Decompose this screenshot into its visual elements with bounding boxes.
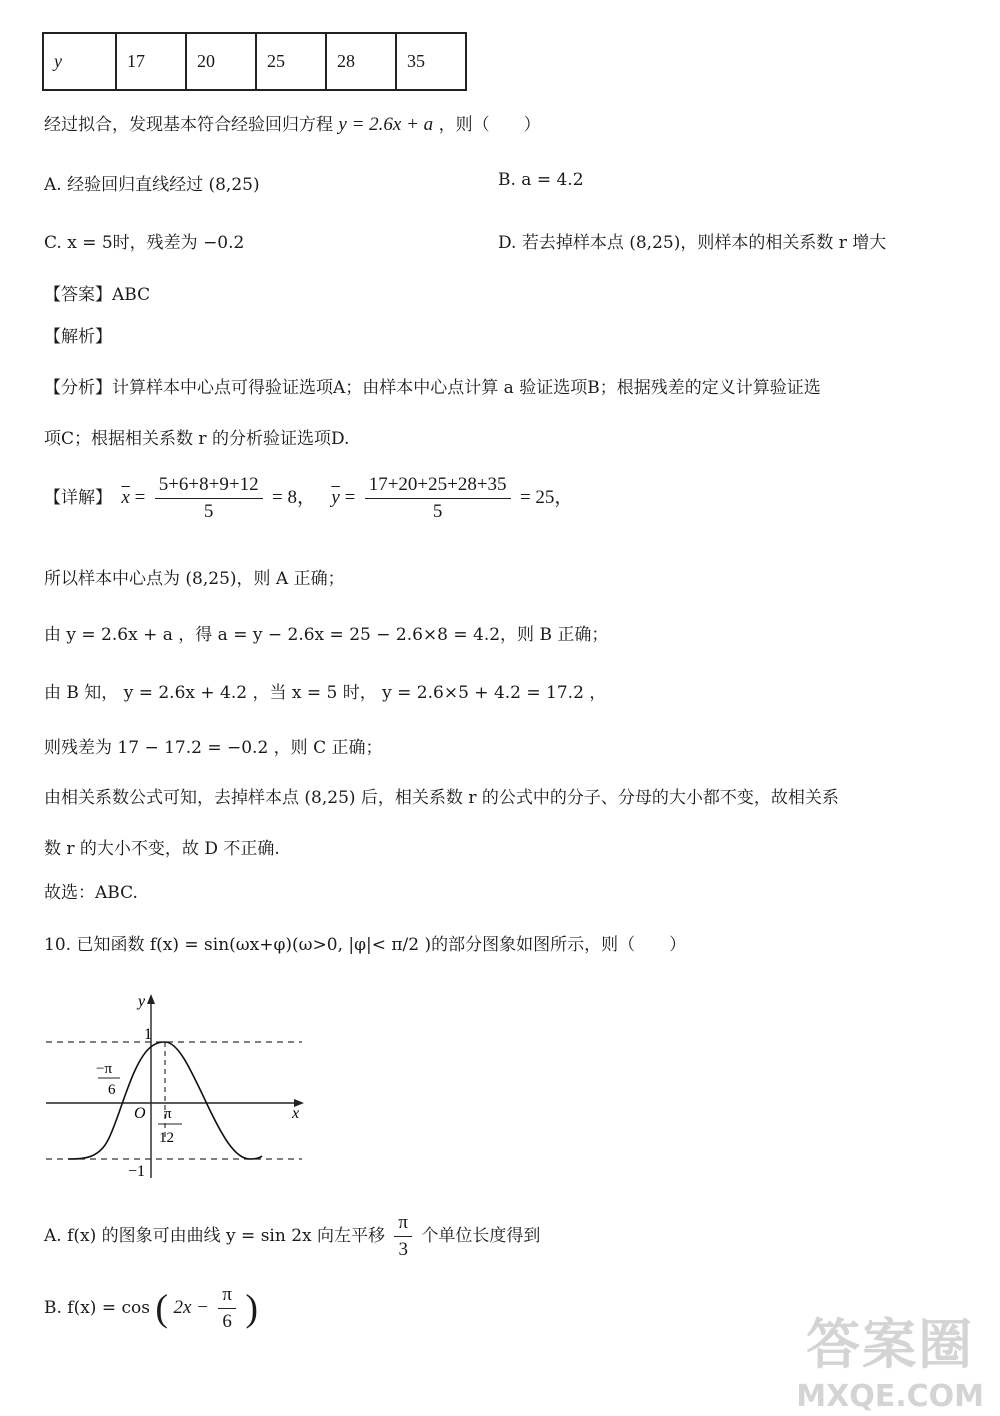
question-10-stem: 10. 已知函数 f(x) = sin(ωx+φ)(ω>0, |φ|< π/2 )的部分图象如图所示，则（ ） bbox=[44, 935, 687, 955]
solution-line-3: 由 B 知， y = 2.6x + 4.2 ，当 x = 5 时， y = 2.6×5 + 4.2 = 17.2 ， bbox=[44, 683, 607, 703]
one-label: 1 bbox=[144, 1026, 152, 1043]
answer: 【答案】ABC bbox=[44, 285, 151, 305]
analysis-line-2: 项C；根据相关系数 r 的分析验证选项D. bbox=[44, 429, 350, 449]
table-cell: 35 bbox=[396, 33, 466, 90]
option-a: A. 经验回归直线经过 (8,25) bbox=[44, 175, 260, 195]
y-axis-arrow bbox=[147, 994, 155, 1004]
analysis-title: 【解析】 bbox=[44, 327, 112, 347]
solution-line-7: 故选：ABC. bbox=[44, 883, 138, 903]
solution-line-5: 由相关系数公式可知，去掉样本点 (8,25) 后，相关系数 r 的公式中的分子、分母的大小都不变，故相关系 bbox=[44, 788, 839, 808]
ybar-fraction: $\frac{17+20+25+28+35}{5}$ bbox=[365, 474, 511, 523]
sine-graph bbox=[40, 990, 310, 1185]
neg-pi-den: 6 bbox=[108, 1082, 116, 1098]
q10-option-b: B. f(x) = cos ( 2x − $\frac{\pi}{6}$ ) bbox=[44, 1284, 259, 1332]
table-header-cell: y bbox=[43, 33, 116, 90]
table-cell: 20 bbox=[186, 33, 256, 90]
solution-line-4: 则残差为 17 − 17.2 = −0.2 ，则 C 正确； bbox=[44, 738, 383, 758]
question-stem: 经过拟合，发现基本符合经验回归方程 y = 2.6x + a ，则（ ） bbox=[44, 114, 541, 135]
data-table bbox=[42, 32, 467, 91]
option-c: C. x = 5时，残差为 −0.2 bbox=[44, 233, 245, 253]
solution-line-1: 所以样本中心点为 (8,25)，则 A 正确； bbox=[44, 569, 345, 589]
regression-equation: y = 2.6x + a bbox=[338, 114, 434, 135]
neg-one-label: −1 bbox=[128, 1163, 146, 1180]
table-cell: 25 bbox=[256, 33, 326, 90]
solution-line-2: 由 y = 2.6x + a ，得 a = y − 2.6x = 25 − 2.6×8 = 4.2，则 B 正确； bbox=[44, 625, 609, 645]
origin-label: O bbox=[134, 1105, 146, 1122]
x-axis-label: x bbox=[292, 1105, 300, 1122]
watermark-logo: 答案圈 MXQE.COM bbox=[796, 1313, 984, 1414]
detail-means: 【详解】 $\overline{x}$ = $\frac{5+6+8+9+12}{5}$ = 8， $\overline{y}$ = $\frac{17+20+25+28+35}{5}$ = 25， bbox=[44, 474, 574, 522]
table-row bbox=[43, 33, 466, 90]
y-axis-label: y bbox=[138, 993, 146, 1010]
table-cell: 17 bbox=[116, 33, 186, 90]
q10-option-a: A. f(x) 的图象可由曲线 y = sin 2x 向左平移 $\frac{\pi}{3}$ 个单位长度得到 bbox=[44, 1212, 541, 1260]
xbar-fraction: $\frac{5+6+8+9+12}{5}$ bbox=[155, 474, 263, 523]
pi-den: 12 bbox=[159, 1130, 174, 1146]
table-cell: 28 bbox=[326, 33, 396, 90]
option-b: B. a = 4.2 bbox=[498, 170, 584, 190]
solution-line-6: 数 r 的大小不变，故 D 不正确. bbox=[44, 839, 280, 859]
pi-num: π bbox=[164, 1106, 172, 1122]
neg-pi-num: −π bbox=[96, 1061, 113, 1077]
analysis-line-1: 【分析】计算样本中心点可得验证选项A；由样本中心点计算 a 验证选项B；根据残差的定义计算验证选 bbox=[44, 378, 821, 398]
option-d: D. 若去掉样本点 (8,25)，则样本的相关系数 r 增大 bbox=[498, 233, 887, 253]
